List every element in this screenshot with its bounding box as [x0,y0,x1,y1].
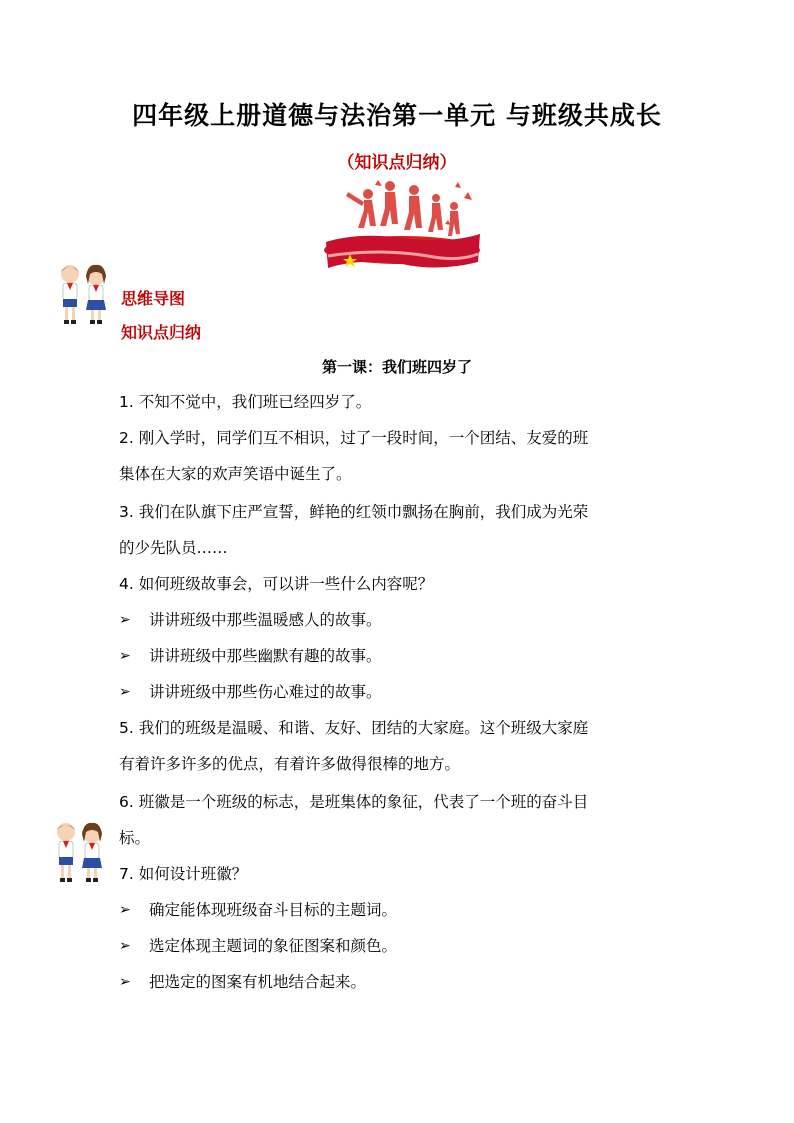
bullet-item: 把选定的图案有机地结合起来。 [149,973,367,991]
paragraph-2-line-1: 2. 刚入学时，同学们互不相识，过了一段时间，一个团结、友爱的班 [119,429,589,447]
lesson-title: 第一课：我们班四岁了 [321,358,472,376]
bullet-item: 讲讲班级中那些温暖感人的故事。 [149,611,382,629]
paragraph-5-line-1: 5. 我们的班级是温暖、和谐、友好、团结的大家庭。这个班级大家庭 [119,719,589,737]
paragraph-7: 7. 如何设计班徽？ [119,865,248,883]
arrow-bullet-icon: ➢ [119,684,131,700]
page-title: 四年级上册道德与法治第一单元 与班级共成长 [132,101,662,130]
paragraph-6-line-1: 6. 班徽是一个班级的标志，是班集体的象征，代表了一个班的奋斗目 [119,793,589,811]
arrow-bullet-icon: ➢ [119,648,131,664]
section-mind-map: 思维导图 [121,289,186,308]
arrow-bullet-icon: ➢ [119,902,131,918]
arrow-bullet-icon: ➢ [119,612,131,628]
page-subtitle: （知识点归纳） [337,153,457,173]
arrow-bullet-icon: ➢ [119,974,131,990]
bullet-item: 讲讲班级中那些伤心难过的故事。 [149,683,382,701]
section-knowledge-summary: 知识点归纳 [121,323,202,342]
bullet-item: 选定体现主题词的象征图案和颜色。 [149,937,398,955]
paragraph-3-line-2: 的少先队员…… [119,539,228,557]
paragraph-3-line-1: 3. 我们在队旗下庄严宣誓，鲜艳的红领巾飘扬在胸前，我们成为光荣 [119,503,589,521]
paragraph-6-line-2: 标。 [119,829,151,847]
paragraph-1: 1. 不知不觉中，我们班已经四岁了。 [119,393,372,411]
paragraph-4: 4. 如何班级故事会，可以讲一些什么内容呢？ [119,575,434,593]
bullet-item: 讲讲班级中那些幽默有趣的故事。 [149,647,382,665]
paragraph-5-line-2: 有着许多许多的优点，有着许多做得很棒的地方。 [119,755,461,773]
students-icon [50,820,110,886]
arrow-bullet-icon: ➢ [119,938,131,954]
students-icon [54,262,114,328]
paragraph-2-line-2: 集体在大家的欢声笑语中诞生了。 [119,465,352,483]
bullet-item: 确定能体现班级奋斗目标的主题词。 [149,901,398,919]
flag-banner-illustration [318,172,486,276]
